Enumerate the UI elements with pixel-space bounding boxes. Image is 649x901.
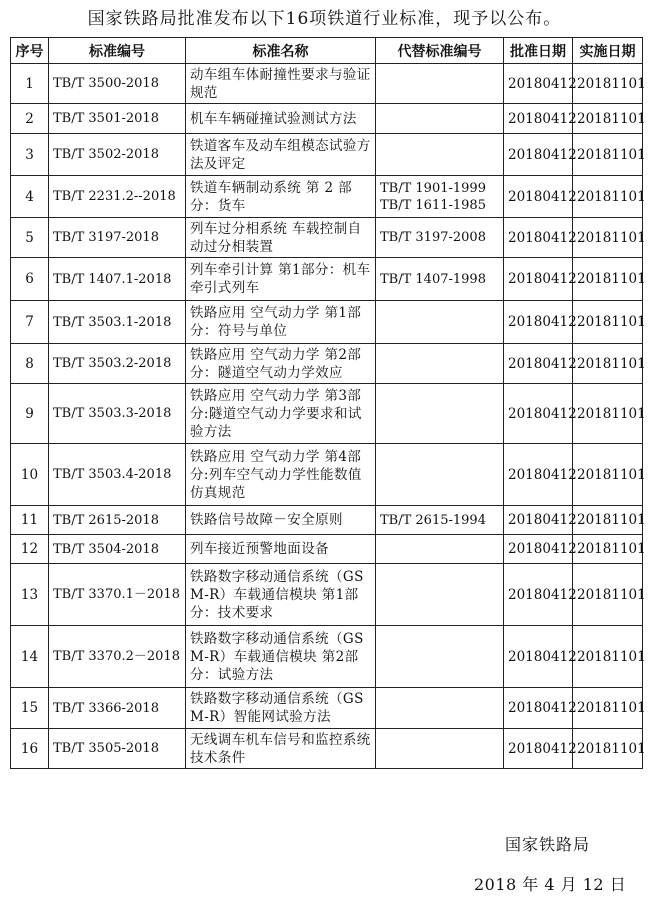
table-row — [11, 104, 643, 134]
replaced-standard — [376, 64, 504, 104]
table-row — [11, 564, 643, 626]
standard-code: TB/T 3503.3-2018 — [49, 384, 186, 444]
row-number: 7 — [11, 301, 49, 344]
replaced-standard: TB/T 2615-1994 — [376, 506, 504, 535]
standards-table — [10, 37, 646, 769]
standard-name: 铁道车辆制动系统 第 2 部分：货车 — [186, 176, 376, 218]
effective-date: 20181101 — [573, 626, 643, 688]
approval-date: 20180412 — [504, 444, 573, 506]
row-number: 1 — [11, 64, 49, 104]
header-code: 标准编号 — [49, 38, 186, 64]
row-number: 10 — [11, 444, 49, 506]
approval-date: 20180412 — [504, 134, 573, 176]
standard-name: 铁路应用 空气动力学 第3部分:隧道空气动力学要求和试验方法 — [186, 384, 376, 444]
intro-text: 国家铁路局批准发布以下16项铁道行业标准，现予以公布。 — [87, 9, 562, 29]
standard-code: TB/T 3502-2018 — [49, 134, 186, 176]
approval-date: 20180412 — [504, 218, 573, 258]
table-row — [11, 506, 643, 535]
replaced-standard — [376, 729, 504, 769]
standard-name: 铁路信号故障－安全原则 — [186, 506, 376, 535]
standard-code: TB/T 3503.2-2018 — [49, 344, 186, 384]
standard-name: 动车组车体耐撞性要求与验证规范 — [186, 64, 376, 104]
standard-code: TB/T 3370.2－2018 — [49, 626, 186, 688]
table-row — [11, 626, 643, 688]
replaced-standard — [376, 444, 504, 506]
effective-date: 20181101 — [573, 729, 643, 769]
table-row — [11, 729, 643, 769]
standard-name: 机车车辆碰撞试验测试方法 — [186, 104, 376, 134]
effective-date: 20181101 — [573, 564, 643, 626]
approval-date: 20180412 — [504, 64, 573, 104]
header-seq: 序号 — [11, 38, 49, 64]
replaced-standard: TB/T 1407-1998 — [376, 258, 504, 301]
replaced-standard: TB/T 3197-2008 — [376, 218, 504, 258]
standard-name: 铁路数字移动通信系统（GSM-R）车载通信模块 第1部分：技术要求 — [186, 564, 376, 626]
standard-name: 列车接近预警地面设备 — [186, 535, 376, 564]
effective-date: 20181101 — [573, 104, 643, 134]
header-replaces: 代替标准编号 — [376, 38, 504, 64]
replaced-standard — [376, 535, 504, 564]
standard-name: 铁路应用 空气动力学 第2部分：隧道空气动力学效应 — [186, 344, 376, 384]
row-number: 6 — [11, 258, 49, 301]
standard-code: TB/T 3370.1－2018 — [49, 564, 186, 626]
signature-org: 国家铁路局 — [505, 835, 591, 854]
row-number: 16 — [11, 729, 49, 769]
header-approved: 批准日期 — [504, 38, 573, 64]
approval-date: 20180412 — [504, 104, 573, 134]
row-number: 11 — [11, 506, 49, 535]
row-number: 9 — [11, 384, 49, 444]
effective-date: 20181101 — [573, 444, 643, 506]
replaced-standard — [376, 301, 504, 344]
standard-name: 铁路数字移动通信系统（GSM-R）智能网试验方法 — [186, 688, 376, 729]
signature-date: 2018 年 4 月 12 日 — [474, 875, 627, 894]
replaced-standard — [376, 104, 504, 134]
standard-code: TB/T 3366-2018 — [49, 688, 186, 729]
standard-name: 列车过分相系统 车载控制自动过分相装置 — [186, 218, 376, 258]
replaced-standard — [376, 626, 504, 688]
row-number: 3 — [11, 134, 49, 176]
table-row — [11, 384, 643, 444]
approval-date: 20180412 — [504, 176, 573, 218]
row-number: 15 — [11, 688, 49, 729]
standard-code: TB/T 3503.4-2018 — [49, 444, 186, 506]
table-row — [11, 688, 643, 729]
replaced-standard: TB/T 1901-1999 TB/T 1611-1985 — [376, 176, 504, 218]
standard-name: 铁路数字移动通信系统（GSM-R）车载通信模块 第2部分：试验方法 — [186, 626, 376, 688]
row-number: 2 — [11, 104, 49, 134]
approval-date: 20180412 — [504, 506, 573, 535]
standard-code: TB/T 3505-2018 — [49, 729, 186, 769]
replaced-standard — [376, 384, 504, 444]
standard-name: 列车牵引计算 第1部分：机车牵引式列车 — [186, 258, 376, 301]
replaced-standard — [376, 564, 504, 626]
standard-code: TB/T 3503.1-2018 — [49, 301, 186, 344]
standard-name: 铁路应用 空气动力学 第1部分：符号与单位 — [186, 301, 376, 344]
header-name: 标准名称 — [186, 38, 376, 64]
effective-date: 20181101 — [573, 218, 643, 258]
approval-date: 20180412 — [504, 626, 573, 688]
effective-date: 20181101 — [573, 176, 643, 218]
approval-date: 20180412 — [504, 729, 573, 769]
effective-date: 20181101 — [573, 688, 643, 729]
row-number: 4 — [11, 176, 49, 218]
standard-code: TB/T 2231.2--2018 — [49, 176, 186, 218]
replaced-standard — [376, 134, 504, 176]
effective-date: 20181101 — [573, 64, 643, 104]
standard-code: TB/T 2615-2018 — [49, 506, 186, 535]
row-number: 5 — [11, 218, 49, 258]
standard-code: TB/T 1407.1-2018 — [49, 258, 186, 301]
effective-date: 20181101 — [573, 535, 643, 564]
table-row — [11, 64, 643, 104]
approval-date: 20180412 — [504, 258, 573, 301]
table-row — [11, 535, 643, 564]
effective-date: 20181101 — [573, 301, 643, 344]
table-row — [11, 134, 643, 176]
effective-date: 20181101 — [573, 258, 643, 301]
table-row — [11, 176, 643, 218]
approval-date: 20180412 — [504, 384, 573, 444]
standard-name: 无线调车机车信号和监控系统技术条件 — [186, 729, 376, 769]
approval-date: 20180412 — [504, 564, 573, 626]
effective-date: 20181101 — [573, 344, 643, 384]
standard-code: TB/T 3501-2018 — [49, 104, 186, 134]
table-row — [11, 218, 643, 258]
row-number: 8 — [11, 344, 49, 384]
effective-date: 20181101 — [573, 134, 643, 176]
table-row — [11, 444, 643, 506]
row-number: 12 — [11, 535, 49, 564]
replaced-standard — [376, 688, 504, 729]
replaced-standard — [376, 344, 504, 384]
effective-date: 20181101 — [573, 384, 643, 444]
standard-name: 铁道客车及动车组模态试验方法及评定 — [186, 134, 376, 176]
row-number: 14 — [11, 626, 49, 688]
table-row — [11, 301, 643, 344]
approval-date: 20180412 — [504, 344, 573, 384]
row-number: 13 — [11, 564, 49, 626]
standard-name: 铁路应用 空气动力学 第4部分:列车空气动力学性能数值仿真规范 — [186, 444, 376, 506]
approval-date: 20180412 — [504, 301, 573, 344]
approval-date: 20180412 — [504, 688, 573, 729]
standard-code: TB/T 3504-2018 — [49, 535, 186, 564]
approval-date: 20180412 — [504, 535, 573, 564]
header-effective: 实施日期 — [573, 38, 643, 64]
effective-date: 20181101 — [573, 506, 643, 535]
standard-code: TB/T 3500-2018 — [49, 64, 186, 104]
table-row — [11, 344, 643, 384]
table-header-row — [11, 38, 643, 64]
table-row — [11, 258, 643, 301]
standard-code: TB/T 3197-2018 — [49, 218, 186, 258]
